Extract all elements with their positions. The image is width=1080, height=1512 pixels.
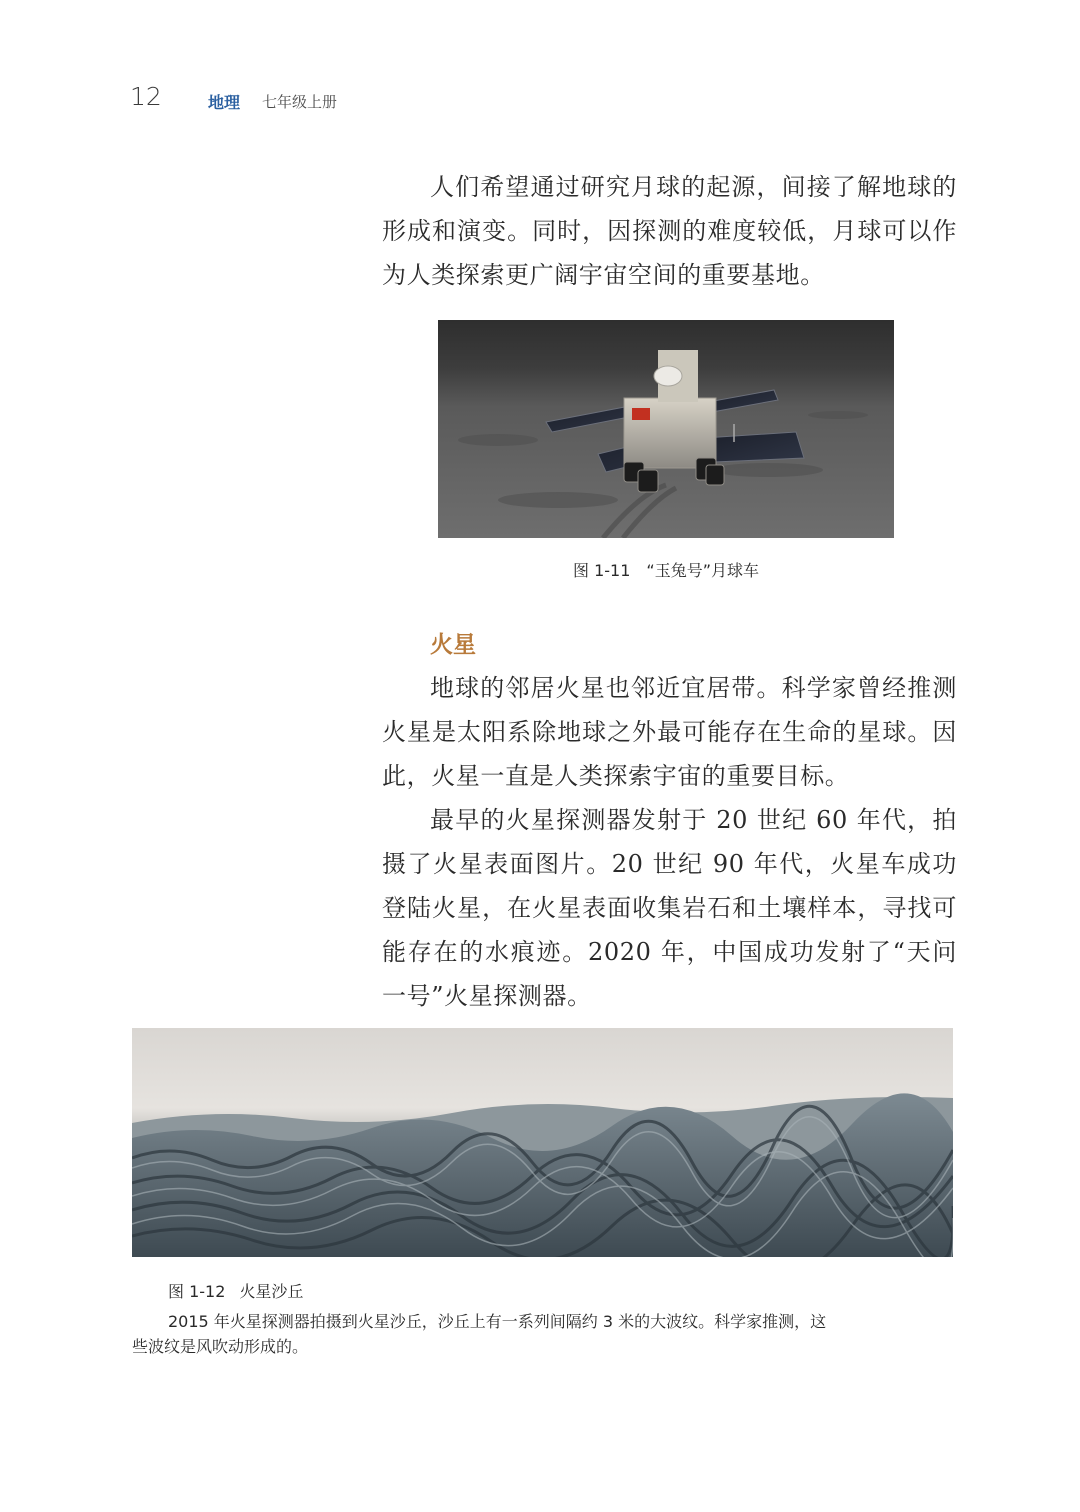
figure-2-description: 2015 年火星探测器拍摄到火星沙丘，沙丘上有一系列间隔约 3 米的大波纹。科学家推测，这些波纹是风吹动形成的。 [132, 1312, 827, 1356]
figure-2-title: 火星沙丘 [239, 1282, 304, 1301]
figure-1-number: 图 1-11 [573, 561, 631, 580]
mars-paragraph-1: 地球的邻居火星也邻近宜居带。科学家曾经推测火星是太阳系除地球之外最可能存在生命的星球。因此，火星一直是人类探索宇宙的重要目标。 [382, 674, 957, 790]
subject-label: 地理 [208, 93, 241, 112]
figure-2-number: 图 1-12 [168, 1282, 226, 1301]
mars-dunes-photo [132, 1028, 953, 1257]
yutu-rover-photo [438, 320, 894, 538]
figure-1-caption [438, 558, 894, 581]
mars-paragraph-2: 最早的火星探测器发射于 20 世纪 60 年代，拍摄了火星表面图片。20 世纪 90 年代，火星车成功登陆火星，在火星表面收集岩石和土壤样本，寻找可能存在的水痕迹。2020 年，中国成功发射了“天问一号”火星探测器。 [382, 806, 957, 1010]
figure-2-caption [168, 1279, 303, 1302]
section-title-mars: 火星 [430, 632, 476, 658]
page-header [0, 0, 1080, 130]
figure-1-title: “玉兔号”月球车 [646, 561, 759, 580]
grade-label: 七年级上册 [262, 93, 338, 111]
page-number: 12 [130, 82, 162, 111]
moon-paragraph: 人们希望通过研究月球的起源，间接了解地球的形成和演变。同时，因探测的难度较低，月球可以作为人类探索更广阔宇宙空间的重要基地。 [382, 173, 957, 289]
